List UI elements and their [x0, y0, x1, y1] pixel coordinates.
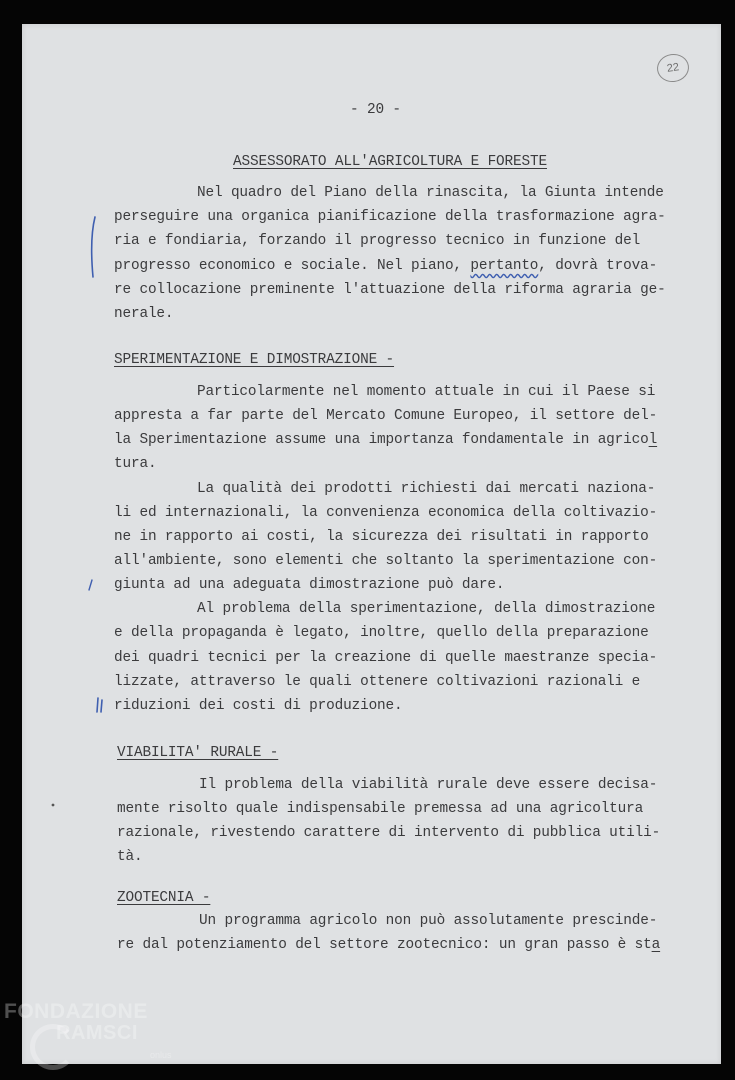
text-line: progresso economico e sociale. Nel piano, pertanto, dovrà trova- — [114, 258, 658, 274]
text-line: Nel quadro del Piano della rinascita, la Giunta intende — [197, 185, 664, 201]
text-line: all'ambiente, sono elementi che soltanto la sperimentazione con- — [114, 553, 658, 569]
text-line: riduzioni dei costi di produzione. — [114, 698, 403, 714]
margin-tick-mark — [86, 578, 96, 594]
text-line: La qualità dei prodotti richiesti dai mercati naziona- — [197, 481, 656, 497]
section-title: VIABILITA' RURALE - — [117, 745, 279, 761]
text-line: re collocazione preminente l'attuazione della riforma agraria ge- — [114, 282, 666, 298]
text-line: perseguire una organica pianificazione della trasformazione agra- — [114, 209, 666, 225]
text-line: nerale. — [114, 306, 174, 322]
text-line: dei quadri tecnici per la creazione di quelle maestranze specia- — [114, 650, 658, 666]
text-line: giunta ad una adeguata dimostrazione può dare. — [114, 577, 505, 593]
text-line: Un programma agricolo non può assolutamente prescinde- — [199, 913, 658, 929]
section-title: ZOOTECNIA - — [117, 890, 211, 906]
text-line: Il problema della viabilità rurale deve essere decisa- — [199, 777, 658, 793]
margin-dot — [50, 802, 56, 808]
text-line: razionale, rivestendo carattere di intervento di pubblica utili- — [117, 825, 661, 841]
text-line: appresta a far parte del Mercato Comune Europeo, il settore del- — [114, 408, 658, 424]
text-line: re dal potenziamento del settore zootecnico: un gran passo è sta — [117, 937, 661, 953]
margin-double-tick-mark — [94, 696, 106, 716]
section-heading: ASSESSORATO ALL'AGRICOLTURA E FORESTE — [233, 154, 547, 170]
text-line: ria e fondiaria, forzando il progresso tecnico in funzione del — [114, 233, 641, 249]
text-line: Al problema della sperimentazione, della dimostrazione — [197, 601, 656, 617]
text-line: lizzate, attraverso le quali ottenere coltivazioni razionali e — [114, 674, 641, 690]
fondazione-gramsci-watermark: FONDAZIONE RAMSCI onlus — [4, 1000, 204, 1076]
section-title: SPERIMENTAZIONE E DIMOSTRAZIONE - — [114, 352, 395, 368]
text-line: Particolarmente nel momento attuale in cui il Paese si — [197, 384, 656, 400]
text-line: li ed internazionali, la convenienza economica della coltivazio- — [114, 505, 658, 521]
archive-number-stamp: 22 — [655, 52, 691, 84]
text-line: la Sperimentazione assume una importanza fondamentale in agricol — [114, 432, 658, 448]
margin-bracket-mark — [86, 215, 100, 281]
underlined-word: pertanto — [470, 258, 539, 274]
text-line: tà. — [117, 849, 143, 865]
text-line: mente risolto quale indispensabile premessa ad una agricoltura — [117, 801, 644, 817]
text-line: e della propaganda è legato, inoltre, quello della preparazione — [114, 625, 649, 641]
page-number: - 20 - — [350, 102, 401, 118]
text-line: ne in rapporto ai costi, la sicurezza dei risultati in rapporto — [114, 529, 649, 545]
text-line: tura. — [114, 456, 157, 472]
